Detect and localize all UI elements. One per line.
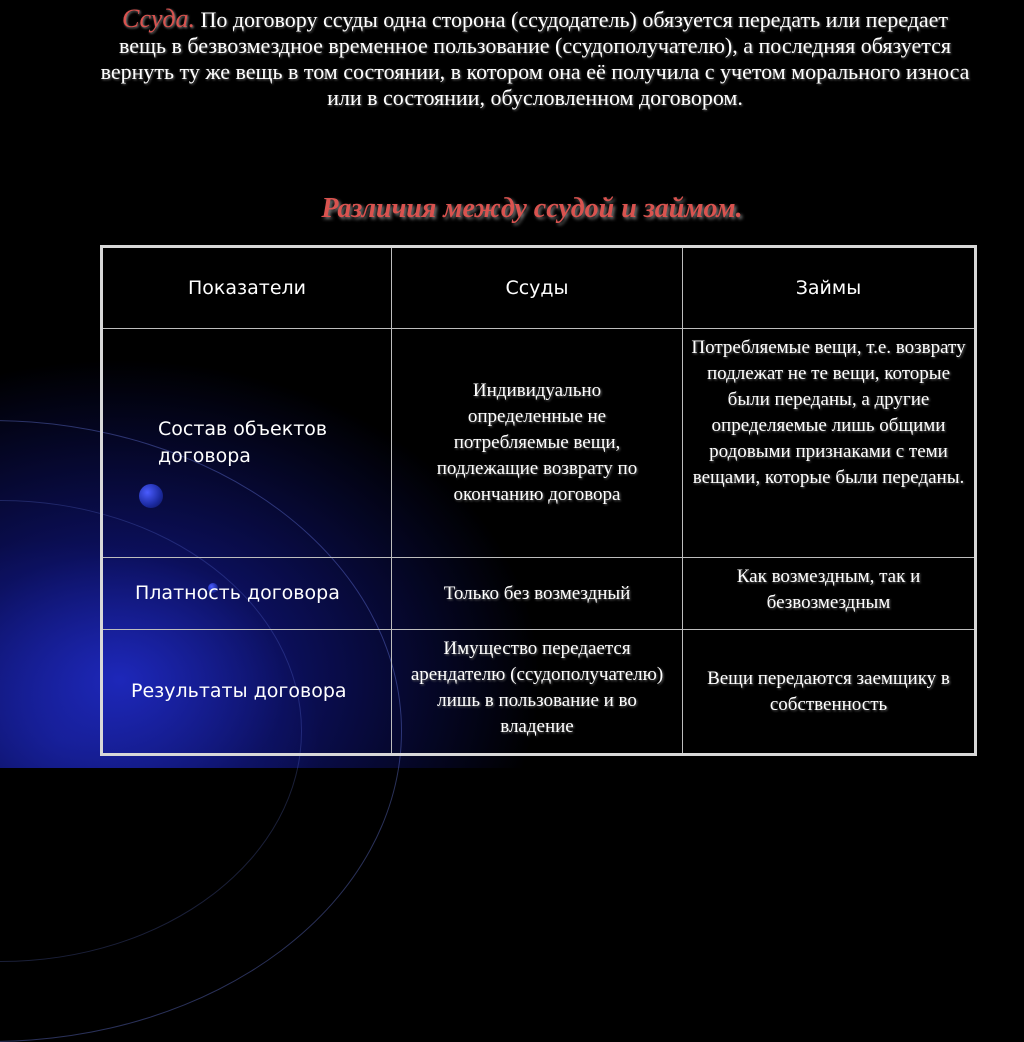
slide-subtitle: Различия между ссудой и займом. bbox=[321, 193, 743, 224]
table-header-row bbox=[102, 247, 976, 329]
row-label: Платность договора bbox=[102, 558, 392, 630]
header-indicators: Показатели bbox=[102, 247, 392, 329]
row-label: Результаты договора bbox=[102, 630, 392, 755]
definition-text: По договору ссуды одна сторона (ссудодатель) обязуется передать или передает вещь в безвозмездное временное пользование (ссудополучателю), а последняя обязуется вернуть ту же вещь в том состоянии, в котором она её получила с учетом морального износа или в состоянии, обусловленном договором. bbox=[100, 7, 970, 110]
table-row bbox=[102, 329, 976, 558]
definition-paragraph bbox=[100, 6, 970, 111]
table-row bbox=[102, 630, 976, 755]
table-row bbox=[102, 558, 976, 630]
loan-cell: Вещи передаются заемщику в собственность bbox=[683, 630, 976, 755]
loan-cell: Как возмездным, так и безвозмездным bbox=[683, 558, 976, 630]
loan-cell: Потребляемые вещи, т.е. возврату подлежат не те вещи, которые были переданы, а другие определяемые лишь общими родовыми признаками с теми вещами, которые были переданы. bbox=[683, 329, 976, 558]
header-loans: Займы bbox=[683, 247, 976, 329]
defined-term: Ссуда. bbox=[121, 4, 195, 33]
loan-for-use-cell: Только без возмездный bbox=[392, 558, 683, 630]
loan-for-use-cell: Индивидуально определенные не потребляемые вещи, подлежащие возврату по окончанию договора bbox=[392, 329, 683, 558]
header-loans-for-use: Ссуды bbox=[392, 247, 683, 329]
row-label: Состав объектов договора bbox=[102, 329, 392, 558]
loan-for-use-cell: Имущество передается арендателю (ссудополучателю) лишь в пользование и во владение bbox=[392, 630, 683, 755]
comparison-table bbox=[100, 245, 977, 756]
